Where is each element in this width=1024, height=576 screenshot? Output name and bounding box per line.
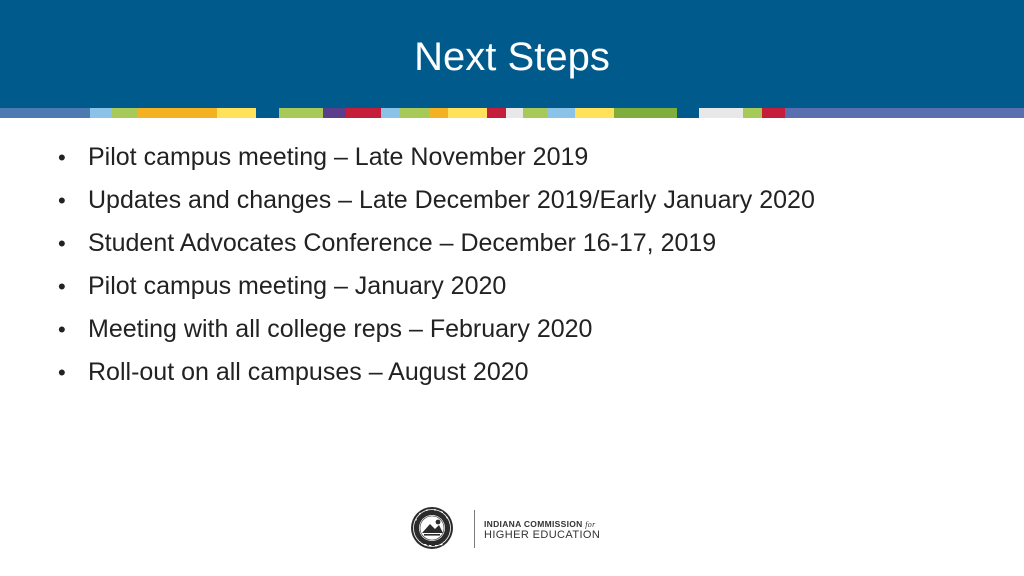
stripe-segment [256,108,279,118]
stripe-segment [279,108,323,118]
org-name-line1: INDIANA COMMISSION for [484,519,596,529]
org-name-line2: HIGHER EDUCATION [484,529,601,541]
bullet-icon: • [58,360,66,385]
bullet-text: Meeting with all college reps – February 2020 [88,315,593,343]
stripe-segment [217,108,255,118]
stripe-segment [487,108,506,118]
stripe-segment [448,108,486,118]
state-seal-icon [410,506,454,550]
bullet-item [56,222,815,265]
bullet-icon: • [58,145,66,170]
stripe-segment [506,108,523,118]
slide-title: Next Steps [414,35,610,79]
bullet-list [56,136,815,394]
color-stripe-divider [0,108,1024,118]
title-banner [0,0,1024,108]
stripe-segment [575,108,613,118]
stripe-segment [137,108,218,118]
stripe-segment [429,108,448,118]
bullet-item [56,351,815,394]
bullet-text: Pilot campus meeting – Late November 2019 [88,143,589,171]
bullet-item [56,179,815,222]
bullet-icon: • [58,317,66,342]
commission-logo [410,506,620,550]
bullet-item [56,265,815,308]
bullet-text: Updates and changes – Late December 2019/Early January 2020 [88,186,815,214]
logo-divider [474,510,475,548]
bullet-icon: • [58,188,66,213]
stripe-segment [614,108,678,118]
stripe-segment [699,108,743,118]
bullet-item [56,136,815,179]
stripe-segment [762,108,785,118]
stripe-segment [547,108,576,118]
stripe-segment [381,108,400,118]
stripe-segment [90,108,111,118]
bullet-text: Student Advocates Conference – December 16-17, 2019 [88,229,717,257]
stripe-segment [523,108,546,118]
bullet-icon: • [58,274,66,299]
stripe-segment [323,108,346,118]
bullet-icon: • [58,231,66,256]
bullet-text: Pilot campus meeting – January 2020 [88,272,507,300]
stripe-segment [677,108,698,118]
stripe-segment [743,108,762,118]
stripe-segment [346,108,381,118]
stripe-segment [112,108,137,118]
stripe-segment [400,108,429,118]
stripe-segment [0,108,90,118]
stripe-segment [785,108,1024,118]
bullet-item [56,308,815,351]
bullet-text: Roll-out on all campuses – August 2020 [88,358,529,386]
